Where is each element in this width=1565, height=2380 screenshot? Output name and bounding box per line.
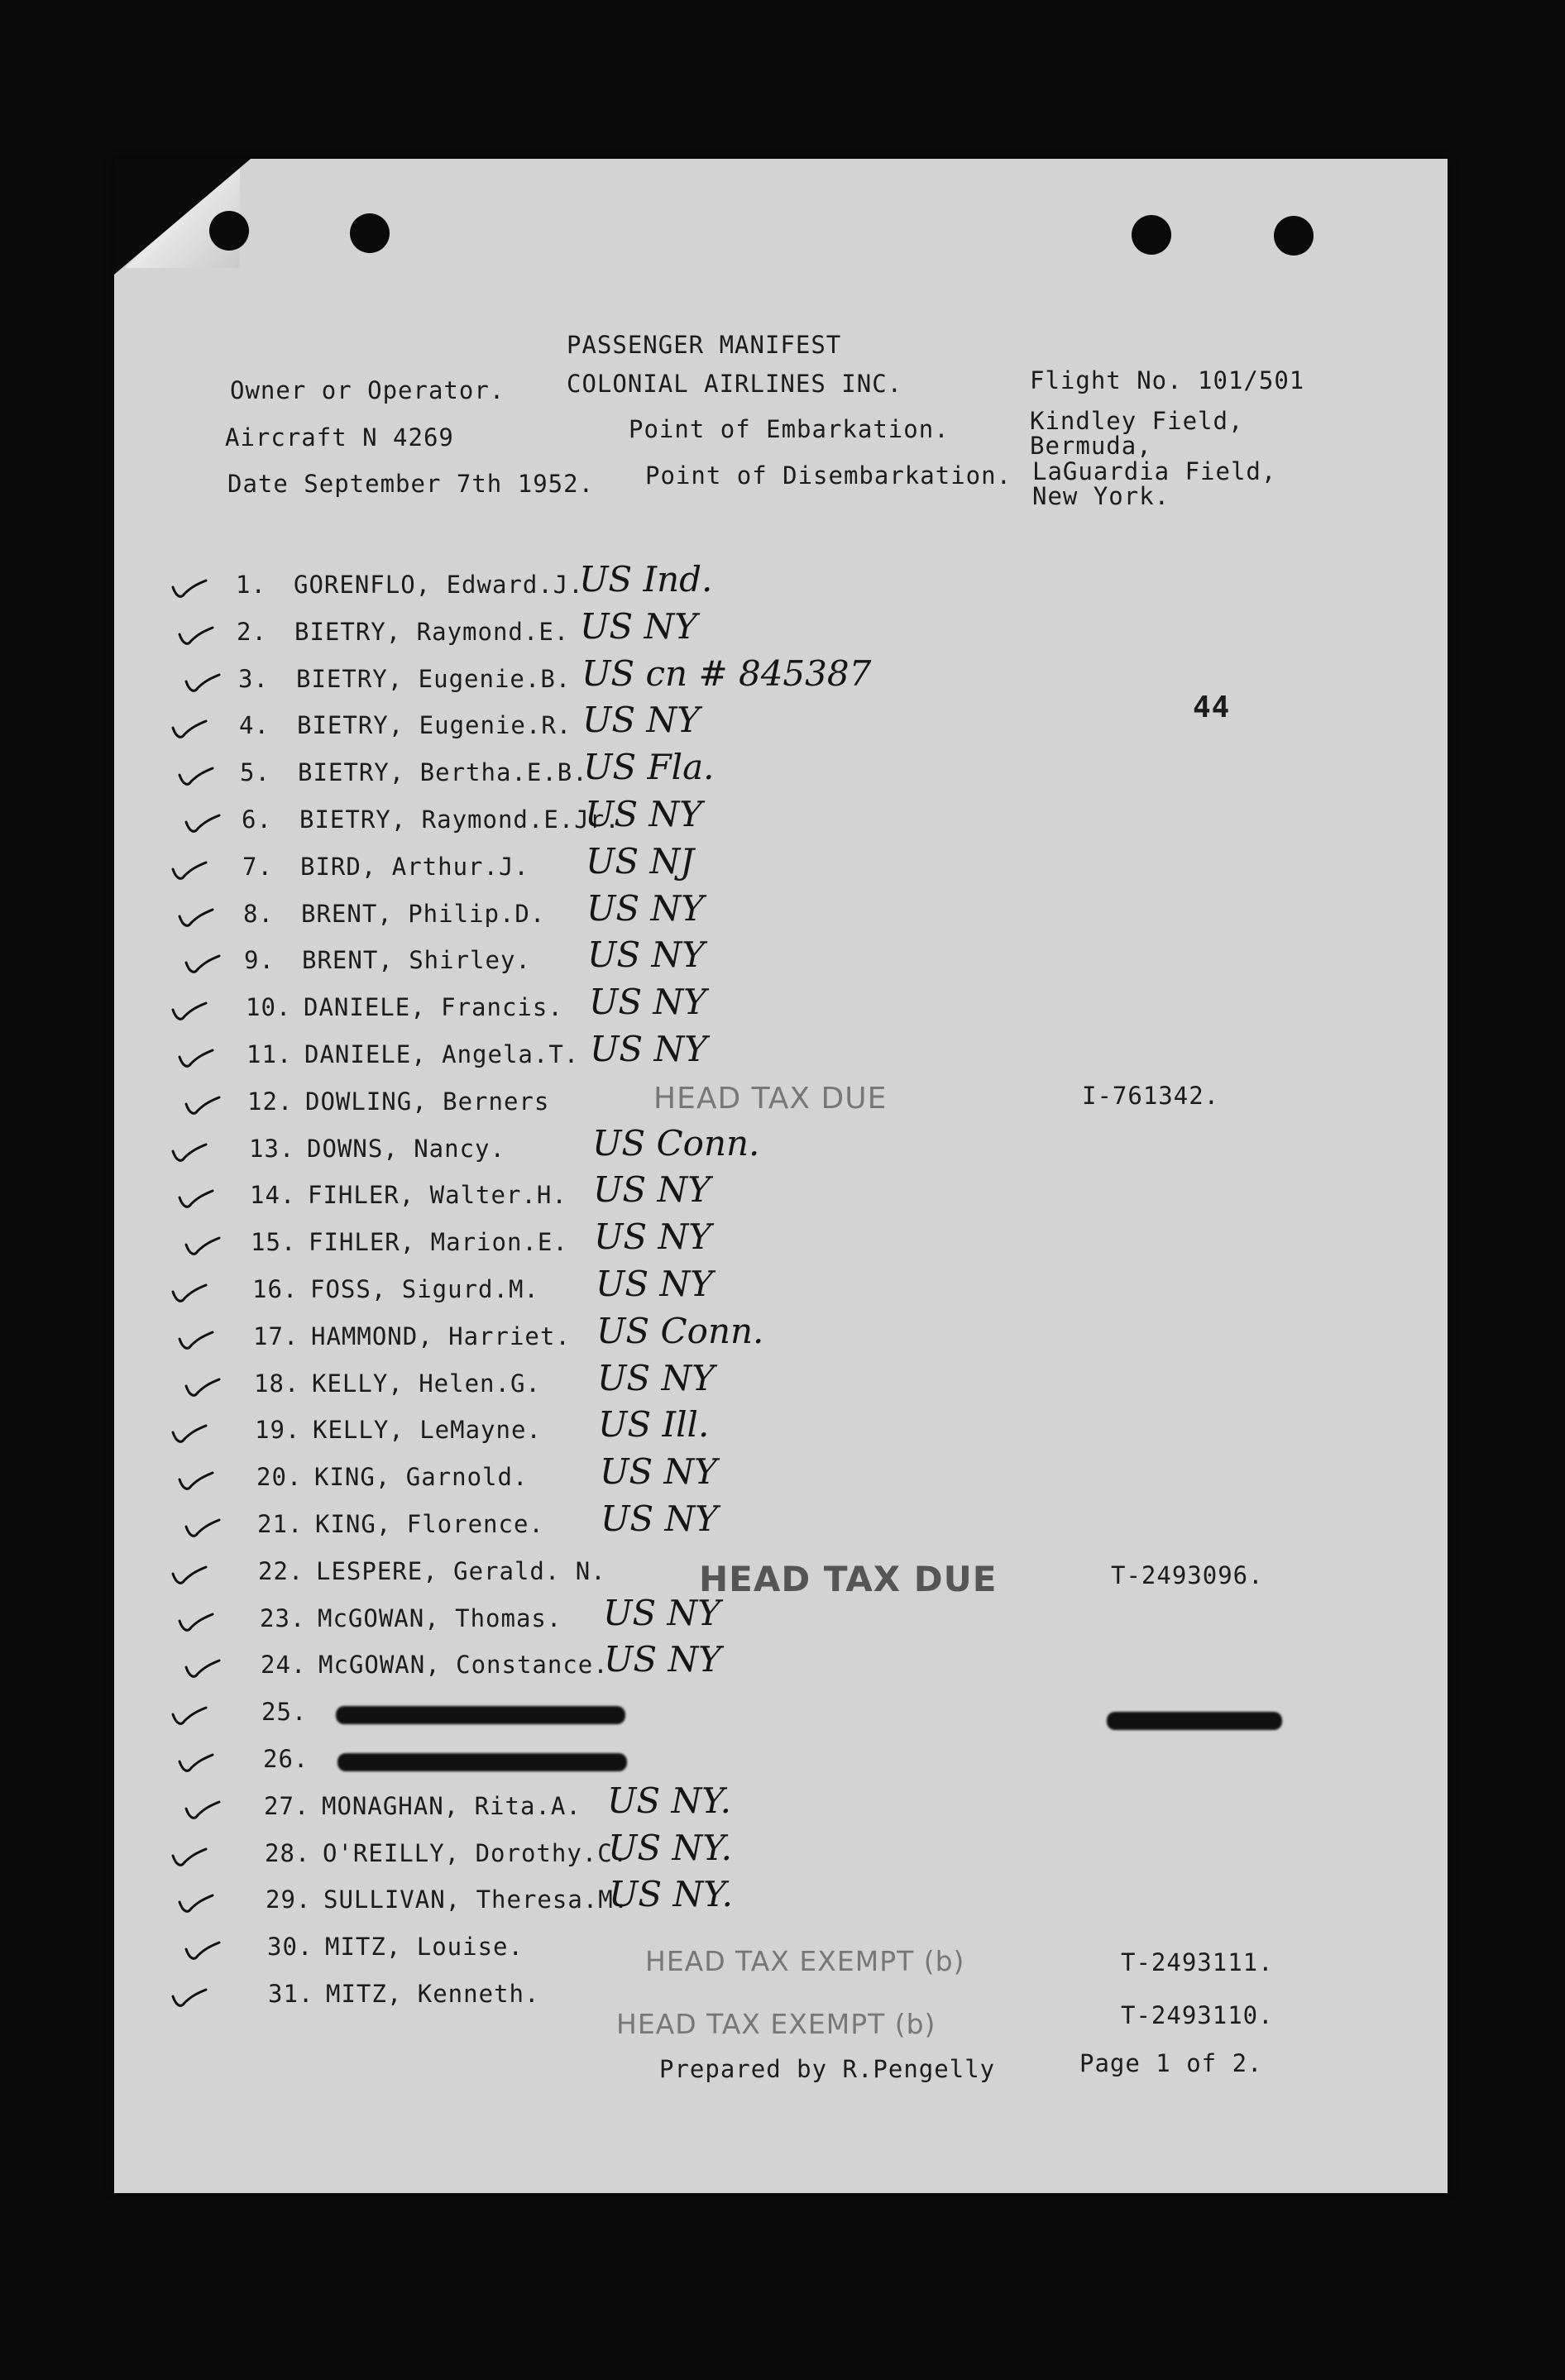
handwritten-note: US Conn. <box>596 1311 764 1351</box>
handwritten-note: US NY <box>596 1264 713 1304</box>
passenger-name: FIHLER, Walter.H. <box>308 1181 567 1209</box>
row-number: 20. <box>256 1463 303 1491</box>
passenger-name: LESPERE, Gerald. N. <box>316 1557 606 1585</box>
embarkation-value-2: Bermuda, <box>1030 432 1152 460</box>
redaction-mark <box>336 1706 625 1724</box>
check-mark <box>183 1656 221 1680</box>
passenger-name: DANIELE, Francis. <box>304 993 563 1021</box>
check-mark <box>183 1515 221 1540</box>
row-number: 11. <box>246 1040 293 1068</box>
disembarkation-value-2: New York. <box>1032 482 1170 510</box>
embarkation-value-1: Kindley Field, <box>1030 407 1244 435</box>
handwritten-note: US NY <box>601 1498 718 1539</box>
disembarkation-value-1: LaGuardia Field, <box>1032 457 1277 485</box>
embarkation-label: Point of Embarkation. <box>629 415 950 443</box>
passenger-name: DOWNS, Nancy. <box>307 1135 505 1163</box>
handwritten-note: US NY <box>594 1216 711 1257</box>
check-mark <box>176 1890 214 1915</box>
check-mark <box>183 951 221 976</box>
document-number: I-761342. <box>1082 1082 1220 1110</box>
check-mark <box>176 1327 214 1352</box>
date: Date September 7th 1952. <box>227 470 595 498</box>
handwritten-note: US NY <box>585 794 702 834</box>
handwritten-note: US NY. <box>608 1828 732 1868</box>
row-number: 25. <box>261 1698 308 1726</box>
check-mark <box>170 998 208 1023</box>
passenger-name: McGOWAN, Thomas. <box>318 1604 562 1632</box>
handwritten-note: US NY <box>600 1451 717 1492</box>
head-tax-due-stamp: HEAD TAX DUE <box>653 1082 888 1116</box>
document-number: T-2493096. <box>1111 1561 1264 1589</box>
row-number: 18. <box>254 1369 300 1398</box>
row-number: 14. <box>250 1181 296 1209</box>
row-number: 23. <box>260 1604 306 1632</box>
redaction-mark <box>1107 1712 1282 1730</box>
row-number: 19. <box>255 1416 301 1444</box>
check-mark <box>183 1374 221 1399</box>
handwritten-note: US NY. <box>609 1874 733 1914</box>
head-tax-exempt-stamp: HEAD TAX EXEMPT (b) <box>616 2008 936 2040</box>
check-mark <box>176 1609 214 1634</box>
handwritten-note: US NY <box>604 1639 721 1680</box>
handwritten-note: US NJ <box>586 841 695 882</box>
passenger-name: O'REILLY, Dorothy.C. <box>323 1839 629 1867</box>
passenger-name: BRENT, Philip.D. <box>301 900 546 928</box>
passenger-name: BRENT, Shirley. <box>302 946 531 974</box>
passenger-name: DOWLING, Berners <box>305 1087 550 1116</box>
head-tax-due-stamp: HEAD TAX DUE <box>699 1559 998 1599</box>
head-tax-exempt-stamp: HEAD TAX EXEMPT (b) <box>645 1945 965 1977</box>
passenger-name: GORENFLO, Edward.J. <box>294 571 584 599</box>
check-mark <box>183 670 221 695</box>
check-mark <box>170 1985 208 2010</box>
check-mark <box>170 576 208 600</box>
passenger-name: KING, Florence. <box>315 1510 544 1538</box>
page-number: Page 1 of 2. <box>1079 2049 1263 2077</box>
owner-label: Owner or Operator. <box>230 376 505 404</box>
handwritten-note: US cn # 845387 <box>581 653 872 694</box>
handwritten-note: US NY <box>586 888 704 929</box>
row-number: 31. <box>268 1980 314 2008</box>
check-mark <box>176 905 214 930</box>
punch-hole <box>209 211 249 251</box>
handwritten-note: US NY <box>603 1593 720 1633</box>
aircraft: Aircraft N 4269 <box>225 423 454 452</box>
handwritten-note: US Ind. <box>579 559 713 600</box>
check-mark <box>170 858 208 882</box>
passenger-name: MITZ, Louise. <box>325 1933 524 1961</box>
redaction-mark <box>337 1753 627 1771</box>
row-number: 7. <box>242 853 273 881</box>
row-number: 27. <box>264 1792 310 1820</box>
row-number: 8. <box>243 900 274 928</box>
passenger-name: MONAGHAN, Rita.A. <box>322 1792 581 1820</box>
passenger-name: KELLY, Helen.G. <box>312 1369 541 1398</box>
passenger-name: BIETRY, Eugenie.R. <box>297 711 572 739</box>
handwritten-note: US NY. <box>607 1780 731 1821</box>
row-number: 29. <box>266 1885 312 1914</box>
row-number: 26. <box>263 1745 309 1773</box>
handwritten-note: US Conn. <box>592 1123 760 1164</box>
handwritten-note: US NY <box>589 982 706 1022</box>
handwritten-note: US NY <box>590 1029 707 1069</box>
check-mark <box>183 1092 221 1117</box>
passenger-name: SULLIVAN, Theresa.M. <box>323 1885 629 1914</box>
check-mark <box>176 763 214 788</box>
punch-hole <box>350 213 390 253</box>
passenger-name: MITZ, Kenneth. <box>326 1980 540 2008</box>
check-mark <box>170 1280 208 1305</box>
passenger-name: KELLY, LeMayne. <box>313 1416 542 1444</box>
row-number: 12. <box>247 1087 294 1116</box>
check-mark <box>176 1468 214 1493</box>
check-mark <box>183 1938 221 1962</box>
row-number: 9. <box>244 946 275 974</box>
passenger-name: BIETRY, Eugenie.B. <box>296 665 572 693</box>
owner-value: COLONIAL AIRLINES INC. <box>567 370 903 398</box>
handwritten-note: US Ill. <box>598 1404 710 1445</box>
handwritten-note: US NY <box>593 1169 711 1210</box>
disembarkation-label: Point of Disembarkation. <box>645 461 1012 490</box>
row-number: 2. <box>237 618 267 646</box>
passenger-name: FIHLER, Marion.E. <box>309 1228 568 1256</box>
manifest-title: PASSENGER MANIFEST <box>567 331 842 359</box>
row-number: 6. <box>242 805 272 834</box>
check-mark <box>170 1562 208 1587</box>
punch-hole <box>1132 215 1171 255</box>
row-number: 30. <box>267 1933 313 1961</box>
row-number: 21. <box>257 1510 304 1538</box>
handwritten-note: US NY <box>580 606 697 647</box>
flight-number: Flight No. 101/501 <box>1030 366 1305 394</box>
row-number: 4. <box>239 711 270 739</box>
check-mark <box>176 1045 214 1070</box>
handwritten-note: US NY <box>597 1358 715 1398</box>
prepared-by: Prepared by R.Pengelly <box>659 2055 996 2083</box>
row-number: 3. <box>238 665 269 693</box>
check-mark <box>183 1797 221 1822</box>
passenger-name: FOSS, Sigurd.M. <box>310 1275 539 1303</box>
check-mark <box>183 810 221 835</box>
passenger-name: BIETRY, Raymond.E.Jr. <box>299 805 620 834</box>
check-mark <box>170 1140 208 1164</box>
passenger-name: McGOWAN, Constance. <box>318 1651 609 1679</box>
passenger-name: BIRD, Arthur.J. <box>300 853 529 881</box>
row-number: 13. <box>249 1135 295 1163</box>
check-mark <box>183 1233 221 1258</box>
document-number: T-2493110. <box>1121 2001 1274 2029</box>
punch-hole <box>1274 216 1314 256</box>
passenger-name: HAMMOND, Harriet. <box>311 1322 571 1350</box>
row-number: 1. <box>236 571 266 599</box>
handwritten-note: US Fla. <box>583 747 715 787</box>
handwritten-note: US NY <box>587 934 705 975</box>
check-mark <box>170 1703 208 1728</box>
passenger-name: BIETRY, Bertha.E.B. <box>298 758 588 786</box>
row-number: 5. <box>240 758 270 786</box>
row-number: 15. <box>251 1228 297 1256</box>
check-mark <box>176 1750 214 1775</box>
check-mark <box>176 1186 214 1211</box>
check-mark <box>170 1844 208 1869</box>
passenger-name: DANIELE, Angela.T. <box>304 1040 580 1068</box>
side-number: 44 <box>1193 691 1231 724</box>
passenger-name: KING, Garnold. <box>314 1463 529 1491</box>
check-mark <box>170 716 208 741</box>
row-number: 16. <box>252 1275 299 1303</box>
row-number: 28. <box>265 1839 311 1867</box>
check-mark <box>176 623 214 648</box>
row-number: 24. <box>261 1651 307 1679</box>
handwritten-note: US NY <box>582 700 700 740</box>
row-number: 10. <box>246 993 292 1021</box>
passenger-name: BIETRY, Raymond.E. <box>294 618 570 646</box>
row-number: 17. <box>253 1322 299 1350</box>
document-number: T-2493111. <box>1121 1948 1274 1976</box>
check-mark <box>170 1421 208 1446</box>
row-number: 22. <box>258 1557 304 1585</box>
